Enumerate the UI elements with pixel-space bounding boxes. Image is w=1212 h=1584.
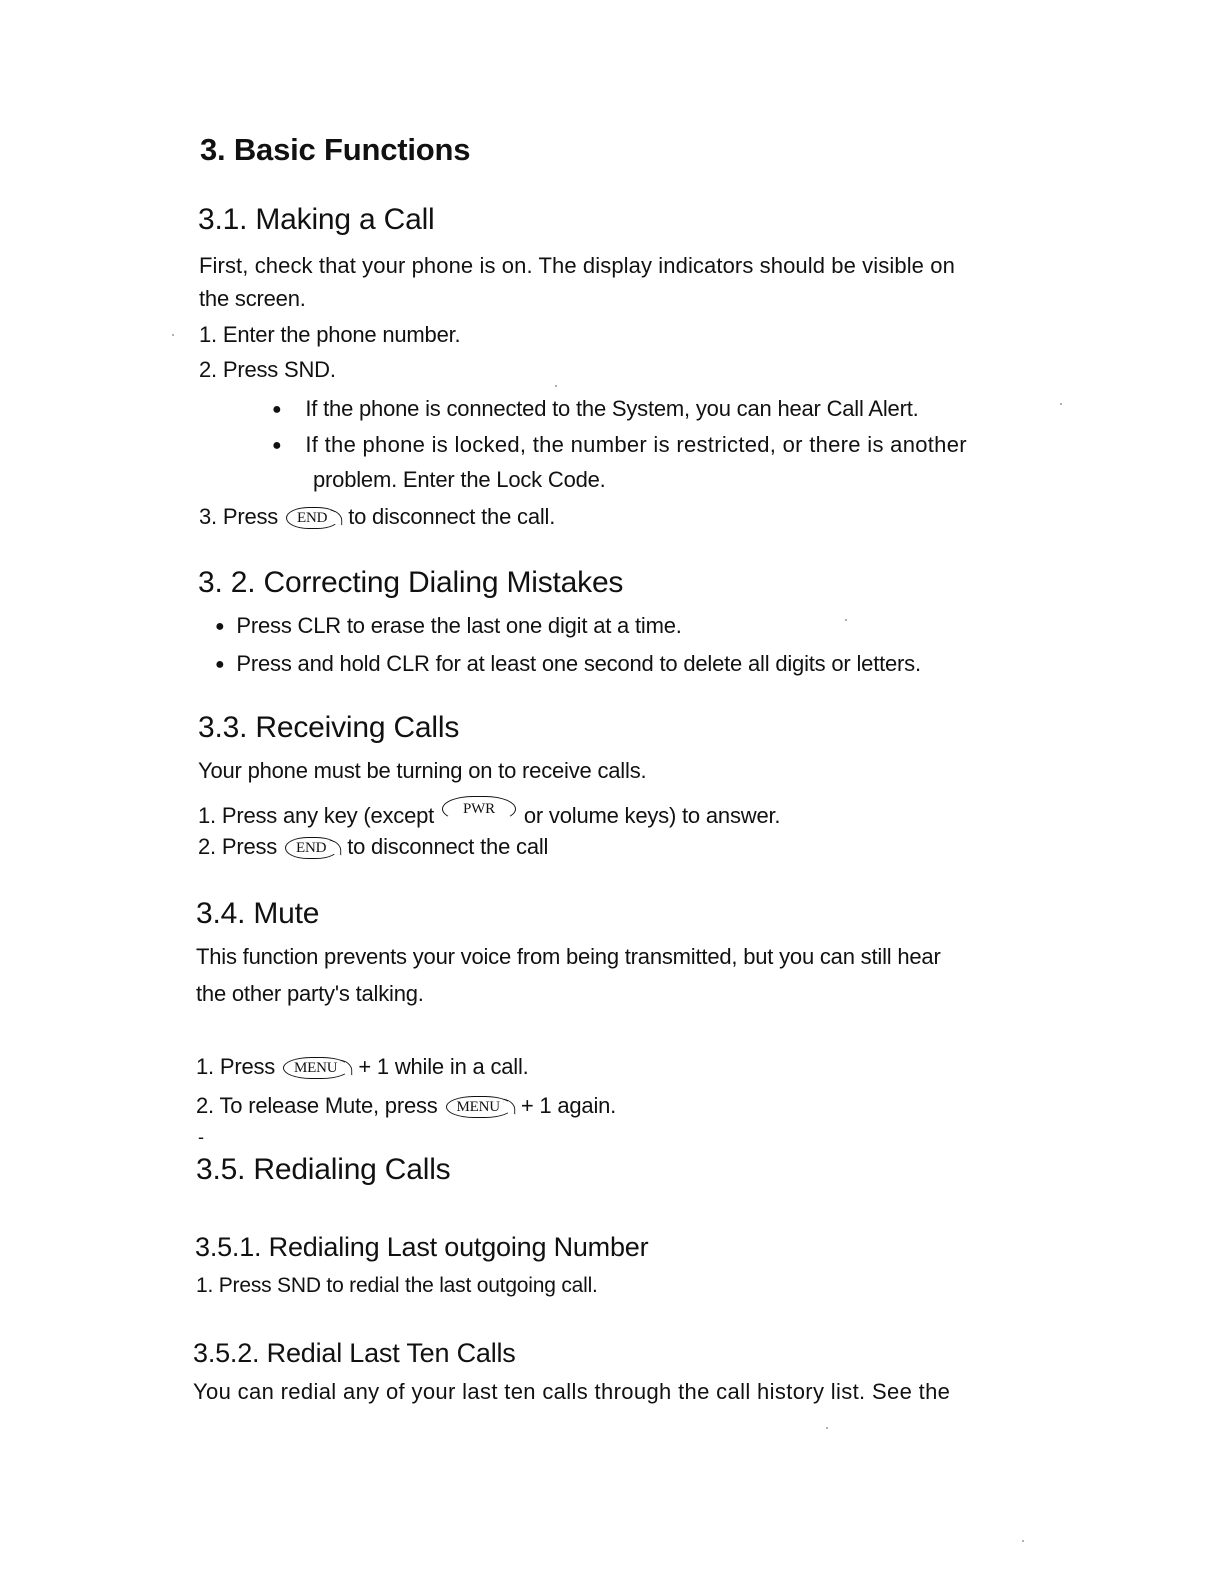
pwr-key-icon: PWR	[442, 796, 516, 822]
step-text: 1. Press any key (except	[198, 803, 435, 828]
bullet-text-continued: problem. Enter the Lock Code.	[313, 467, 606, 492]
bullet-text: Press and hold CLR for at least one second to delete all digits or letters.	[236, 651, 921, 676]
bullet-item	[215, 613, 682, 640]
paragraph-line: First, check that your phone is on. The display indicators should be visible on	[199, 253, 955, 278]
bullet-item	[272, 396, 919, 423]
step-text: + 1 again.	[520, 1093, 617, 1118]
section-heading-making-a-call: 3.1. Making a Call	[198, 203, 435, 236]
step-text: 2. Press	[198, 834, 278, 859]
bullet-icon: ●	[272, 437, 282, 454]
list-item: 1. Press SND to redial the last outgoing call.	[196, 1274, 598, 1297]
list-item	[198, 796, 780, 829]
list-item	[198, 834, 548, 860]
paragraph-line: This function prevents your voice from being transmitted, but you can still hear	[196, 944, 941, 969]
section-heading-receiving-calls: 3.3. Receiving Calls	[198, 711, 460, 744]
end-key-icon: END	[285, 837, 339, 859]
section-heading-mute: 3.4. Mute	[196, 897, 320, 930]
stray-dash: -	[198, 1127, 204, 1147]
scan-speck	[172, 334, 174, 336]
section-heading-correcting-dialing-mistakes: 3. 2. Correcting Dialing Mistakes	[198, 566, 624, 599]
list-item: 2. Press SND.	[199, 357, 336, 382]
subsection-heading-redialing-last-outgoing: 3.5.1. Redialing Last outgoing Number	[195, 1232, 649, 1262]
paragraph-line: Your phone must be turning on to receive calls.	[198, 758, 647, 783]
bullet-icon: ●	[272, 401, 282, 418]
bullet-icon: ●	[215, 656, 225, 673]
list-item	[199, 504, 555, 530]
subsection-heading-redial-last-ten-calls: 3.5.2. Redial Last Ten Calls	[193, 1338, 516, 1368]
page-title: 3. Basic Functions	[200, 132, 471, 167]
bullet-text: If the phone is connected to the System, you can hear Call Alert.	[305, 396, 919, 421]
list-item	[196, 1093, 616, 1119]
scan-speck	[555, 385, 557, 387]
bullet-text: If the phone is locked, the number is restricted, or there is another	[305, 432, 967, 457]
step-text: or volume keys) to answer.	[523, 803, 781, 828]
paragraph-line: You can redial any of your last ten calls through the call history list. See the	[193, 1379, 951, 1404]
step-text: to disconnect the call.	[348, 504, 556, 529]
step-text: + 1 while in a call.	[358, 1054, 529, 1079]
section-heading-redialing-calls: 3.5. Redialing Calls	[196, 1153, 451, 1186]
list-item	[196, 1054, 529, 1080]
bullet-icon: ●	[215, 618, 225, 635]
step-text: 1. Press	[196, 1054, 276, 1079]
end-key-icon: END	[286, 507, 340, 529]
bullet-item	[272, 432, 967, 459]
step-text: 3. Press	[199, 504, 279, 529]
list-item: 1. Enter the phone number.	[199, 322, 461, 347]
menu-key-icon: MENU	[446, 1096, 513, 1118]
bullet-text: Press CLR to erase the last one digit at a time.	[236, 613, 682, 638]
scan-speck	[826, 1427, 828, 1429]
scan-speck	[1022, 1540, 1024, 1542]
menu-key-icon: MENU	[283, 1057, 350, 1079]
scan-speck	[845, 619, 847, 621]
paragraph-line: the screen.	[199, 286, 306, 311]
paragraph-line: the other party's talking.	[196, 981, 424, 1006]
step-text: to disconnect the call	[347, 834, 549, 859]
bullet-item	[215, 651, 921, 678]
step-text: 2. To release Mute, press	[196, 1093, 438, 1118]
scan-speck	[1060, 403, 1062, 405]
